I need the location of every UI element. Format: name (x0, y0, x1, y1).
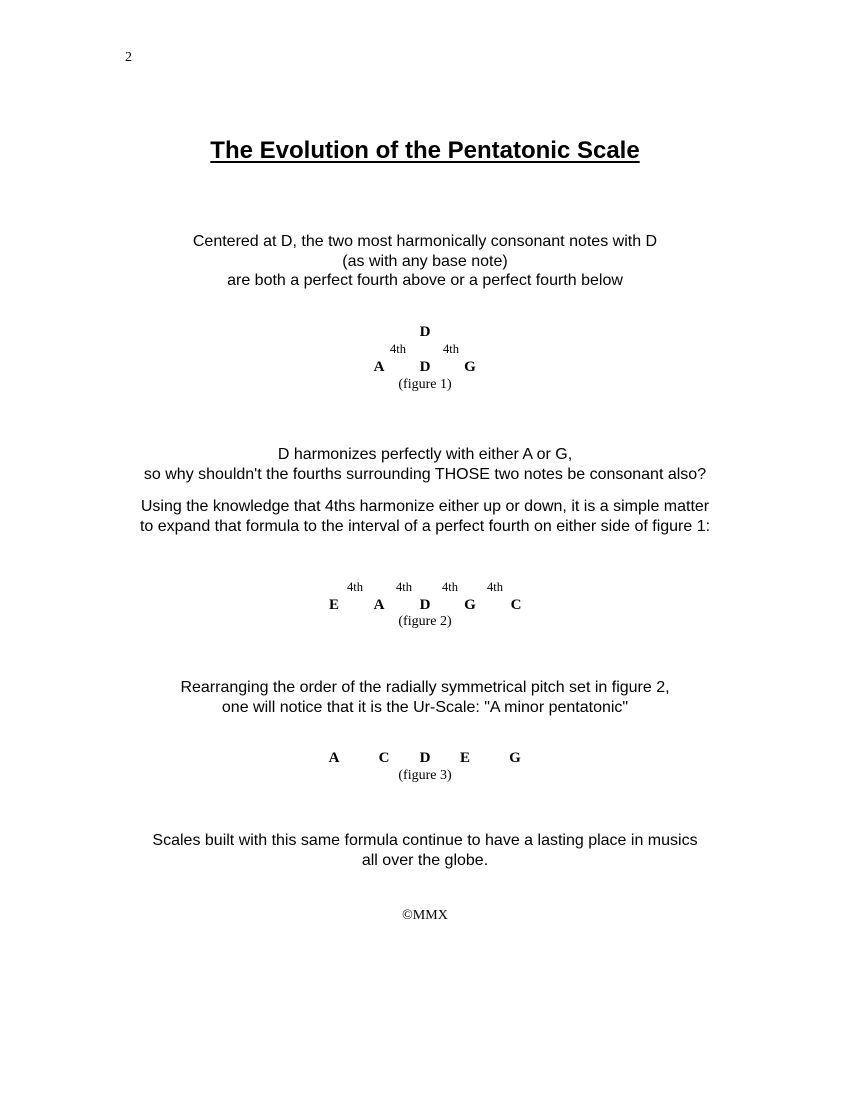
harmonize-line: D harmonizes perfectly with either A or G, (277, 446, 573, 463)
intro-line: (as with any base note) (342, 252, 508, 270)
figure1-caption: (figure 1) (398, 377, 452, 392)
expand-line: Using the knowledge that 4ths harmonize either up or down, it is a simple matter (140, 498, 710, 515)
figure1-interval: 4th (443, 342, 459, 356)
intro-line: are both a perfect fourth above or a perfect fourth below (227, 272, 623, 289)
intro-paragraph (0, 232, 850, 291)
figure3-note: E (459, 750, 471, 766)
page-number: 2 (125, 50, 132, 65)
figure1-note: A (373, 359, 385, 375)
figure2-caption: (figure 2) (398, 614, 452, 629)
figure1-interval: 4th (390, 342, 406, 356)
expand-line: to expand that formula to the interval of a perfect fourth on either side of figure 1: (139, 517, 711, 535)
closing-line: Scales built with this same formula continue to have a lasting place in musics (152, 832, 698, 849)
figure3-note: G (509, 750, 521, 766)
figure2-note: G (464, 597, 476, 613)
figure1-note: D (419, 359, 431, 375)
intro-line: Centered at D, the two most harmonically consonant notes with D (192, 233, 658, 250)
figure2-note: C (510, 597, 522, 613)
figure1-note: G (464, 359, 476, 375)
page-title: The Evolution of the Pentatonic Scale (210, 137, 640, 164)
figure3-note: A (328, 750, 340, 766)
figure3-note: C (378, 750, 390, 766)
figure3-note: D (419, 750, 431, 766)
figure2-interval: 4th (442, 580, 458, 594)
figure2-note: D (419, 597, 431, 613)
closing-line: all over the globe. (361, 851, 489, 869)
rearrange-line: one will notice that it is the Ur-Scale: "A minor pentatonic" (221, 698, 629, 716)
figure2-note: A (373, 597, 385, 613)
figure2-interval: 4th (487, 580, 503, 594)
figure2-interval: 4th (396, 580, 412, 594)
harmonize-line: so why shouldn't the fourths surrounding THOSE two notes be consonant also? (143, 465, 707, 483)
rearrange-line: Rearranging the order of the radially symmetrical pitch set in figure 2, (180, 679, 670, 696)
figure2-interval: 4th (347, 580, 363, 594)
closing-paragraph (0, 831, 850, 870)
expand-paragraph (0, 497, 850, 536)
copyright-notice: ©MMX (402, 908, 448, 923)
figure2-note: E (328, 597, 340, 613)
harmonize-paragraph (0, 445, 850, 484)
figure1-top-note: D (419, 324, 431, 340)
figure3-caption: (figure 3) (398, 768, 452, 783)
rearrange-paragraph (0, 678, 850, 717)
